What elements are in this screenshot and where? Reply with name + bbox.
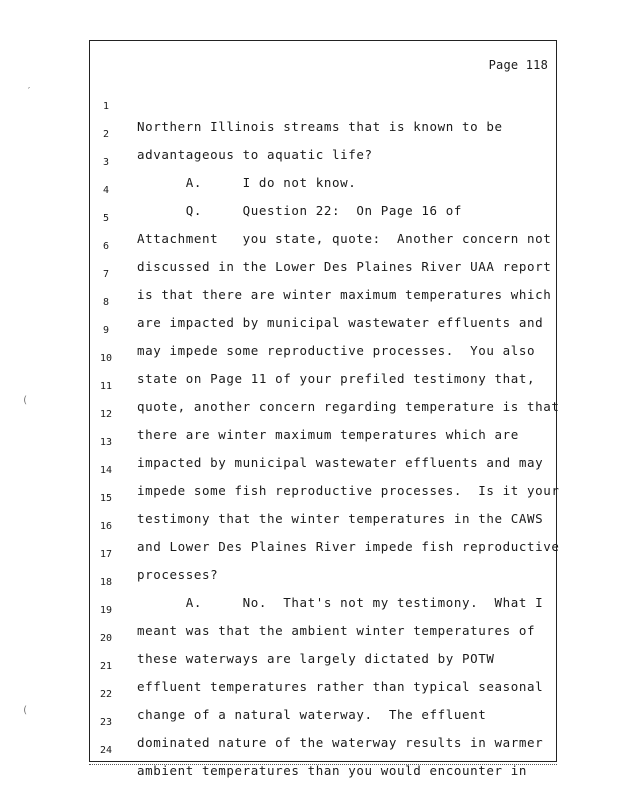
line-text: dominated nature of the waterway results in warmer [137, 735, 544, 750]
line-text: effluent temperatures rather than typical seasonal [137, 679, 544, 694]
line-text: testimony that the winter temperatures in the CAWS [137, 511, 544, 526]
line-text: these waterways are largely dictated by POTW [137, 651, 495, 666]
line-text: and Lower Des Plaines River impede fish reproductive [137, 539, 560, 554]
line-number: 14 [99, 465, 113, 476]
line-number: 2 [102, 129, 110, 140]
line-text: change of a natural waterway. The effluent [137, 707, 487, 722]
line-text: ambient temperatures than you would encounter in [137, 763, 528, 778]
line-text: Attachment you state, quote: Another concern not [137, 231, 552, 246]
line-text: meant was that the ambient winter temperatures of [137, 623, 536, 638]
scan-speck: ( [22, 395, 29, 406]
line-text: there are winter maximum temperatures which are [137, 427, 519, 442]
line-text: Q. Question 22: On Page 16 of [137, 203, 463, 218]
page-number: Page 118 [488, 58, 548, 72]
line-text: impacted by municipal wastewater effluents and may [137, 455, 544, 470]
line-text: advantageous to aquatic life? [137, 147, 373, 162]
line-text: A. No. That's not my testimony. What I [137, 595, 544, 610]
line-text: A. I do not know. [137, 175, 357, 190]
line-number: 9 [102, 325, 110, 336]
line-number: 17 [99, 549, 113, 560]
line-number: 7 [102, 269, 110, 280]
line-number: 13 [99, 437, 113, 448]
scan-speck: ′ [26, 86, 33, 97]
line-number: 8 [102, 297, 110, 308]
line-text: processes? [137, 567, 219, 582]
bottom-rule [89, 762, 557, 765]
line-text: discussed in the Lower Des Plaines River UAA report [137, 259, 552, 274]
line-number: 10 [99, 353, 113, 364]
line-number: 4 [102, 185, 110, 196]
line-number: 6 [102, 241, 110, 252]
line-text: state on Page 11 of your prefiled testimony that, [137, 371, 536, 386]
line-text: is that there are winter maximum temperatures which [137, 287, 552, 302]
transcript-page [89, 40, 560, 778]
line-text: impede some fish reproductive processes. Is it your [137, 483, 560, 498]
line-text: are impacted by municipal wastewater effluents and [137, 315, 544, 330]
line-text: quote, another concern regarding temperature is that [137, 399, 560, 414]
line-number: 19 [99, 605, 113, 616]
line-number: 16 [99, 521, 113, 532]
line-number: 12 [99, 409, 113, 420]
line-text: Northern Illinois streams that is known to be [137, 119, 503, 134]
line-number: 5 [102, 213, 110, 224]
line-number: 11 [99, 381, 113, 392]
line-number: 1 [102, 101, 110, 112]
line-number: 3 [102, 157, 110, 168]
line-number: 20 [99, 633, 113, 644]
line-number: 18 [99, 577, 113, 588]
line-text: may impede some reproductive processes. You also [137, 343, 536, 358]
line-number: 21 [99, 661, 113, 672]
line-number: 22 [99, 689, 113, 700]
transcript-line [90, 77, 556, 134]
scan-speck: ( [22, 705, 29, 716]
line-number: 24 [99, 745, 113, 756]
line-number: 15 [99, 493, 113, 504]
line-number: 23 [99, 717, 113, 728]
